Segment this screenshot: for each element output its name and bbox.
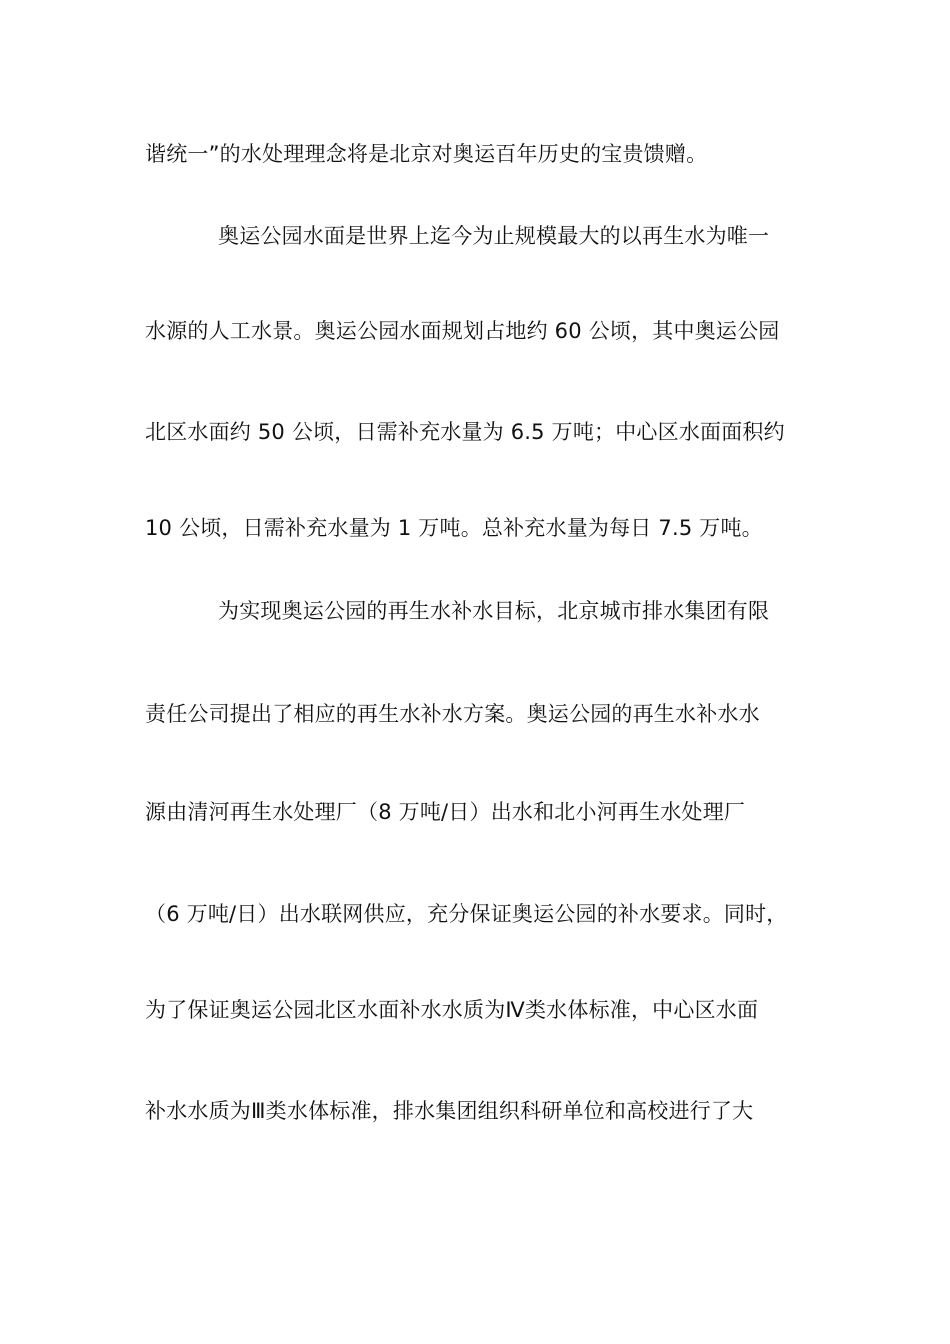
text-line: 源由清河再生水处理厂（8 万吨/日）出水和北小河再生水处理厂 — [145, 800, 746, 824]
text-line: 责任公司提出了相应的再生水补水方案。奥运公园的再生水补水水 — [145, 702, 760, 726]
text-line: 10 公顷，日需补充水量为 1 万吨。总补充水量为每日 7.5 万吨。 — [145, 516, 763, 540]
text-line: 补水水质为Ⅲ类水体标准，排水集团组织科研单位和高校进行了大 — [145, 1099, 754, 1123]
text-line: 谐统一”的水处理理念将是北京对奥运百年历史的宝贵馈赠。 — [145, 142, 708, 166]
text-line: 北区水面约 50 公顷，日需补充水量为 6.5 万吨；中心区水面面积约 — [145, 420, 785, 444]
text-line: 水源的人工水景。奥运公园水面规划占地约 60 公顷，其中奥运公园 — [145, 319, 780, 343]
paragraph-first-line: 为实现奥运公园的再生水补水目标，北京城市排水集团有限 — [218, 599, 770, 623]
text-line: 为了保证奥运公园北区水面补水水质为Ⅳ类水体标准，中心区水面 — [145, 998, 759, 1022]
paragraph-first-line: 奥运公园水面是世界上迄今为止规模最大的以再生水为唯一 — [218, 224, 770, 248]
text-line: （6 万吨/日）出水联网供应，充分保证奥运公园的补水要求。同时， — [145, 902, 788, 926]
